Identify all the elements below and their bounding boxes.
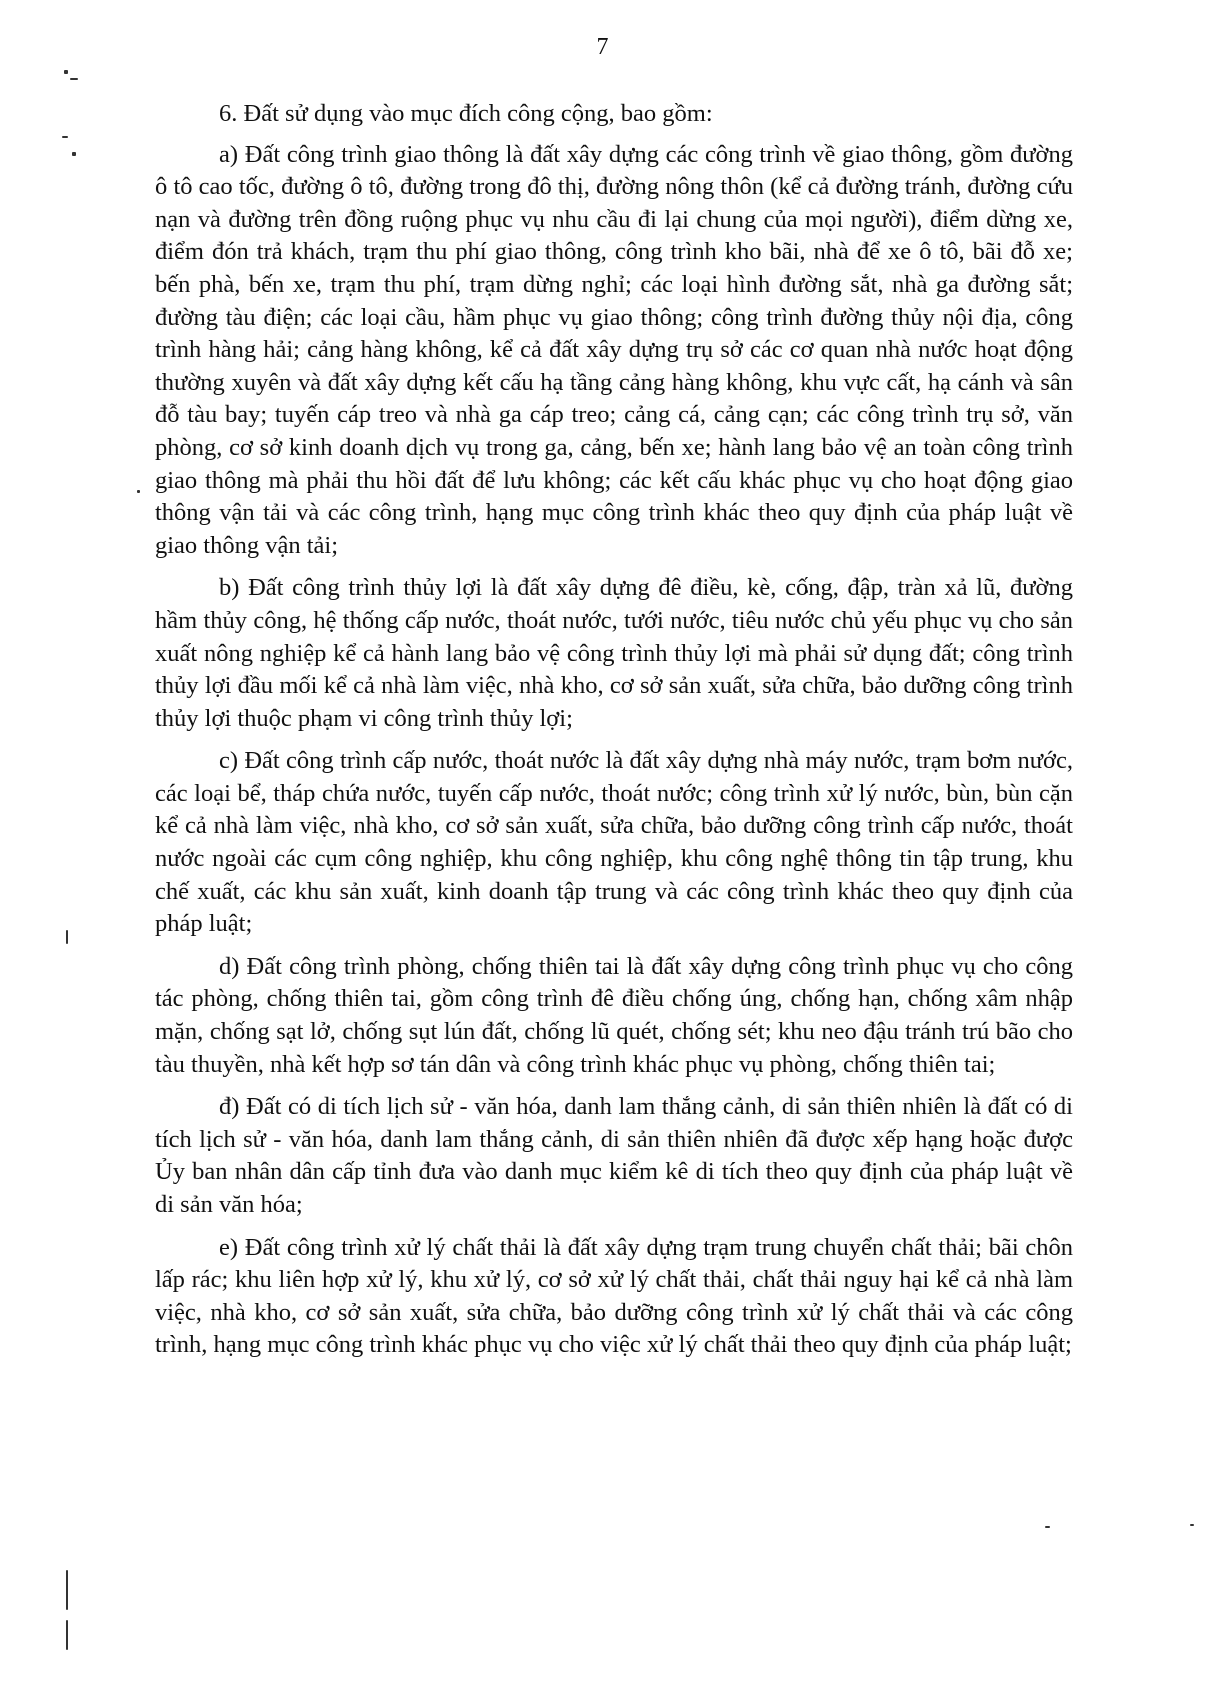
paragraph-dd: đ) Đất có di tích lịch sử - văn hóa, danh lam thắng cảnh, di sản thiên nhiên là đất có di tích lịch sử - văn hóa, danh lam thắng cảnh, di sản thiên nhiên đã được xếp hạng hoặc được Ủy ban nhân dân cấp tỉnh đưa vào danh mục kiểm kê di tích theo quy định của pháp luật về di sản văn hóa;	[155, 1093, 1073, 1218]
scan-speck	[66, 1570, 68, 1610]
scan-speck	[70, 78, 78, 80]
scan-speck	[137, 490, 140, 493]
paragraph-e: e) Đất công trình xử lý chất thải là đất xây dựng trạm trung chuyển chất thải; bãi chôn lấp rác; khu liên hợp xử lý, khu xử lý, cơ sở xử lý chất thải, chất thải nguy hại kể cả nhà làm việc, nhà kho, cơ sở sản xuất, sửa chữa, bảo dưỡng công trình xử lý chất thải và các công trình, hạng mục công trình khác phục vụ cho việc xử lý chất thải theo quy định của pháp luật;	[155, 1233, 1073, 1359]
paragraph-d: d) Đất công trình phòng, chống thiên tai là đất xây dựng công trình phục vụ cho công tác phòng, chống thiên tai, gồm công trình đê điều chống úng, chống hạn, chống xâm nhập mặn, chống sạt lở, chống sụt lún đất, chống lũ quét, chống sét; khu neo đậu tránh trú bão cho tàu thuyền, nhà kết hợp sơ tán dân và công trình khác phục vụ phòng, chống thiên tai;	[155, 952, 1073, 1078]
scan-speck	[72, 152, 76, 156]
scan-speck	[66, 1620, 68, 1650]
section-heading: 6. Đất sử dụng vào mục đích công cộng, bao gồm:	[219, 100, 713, 127]
paragraph-c: c) Đất công trình cấp nước, thoát nước là đất xây dựng nhà máy nước, trạm bơm nước, các loại bể, tháp chứa nước, tuyến cấp nước, thoát nước; công trình xử lý nước, bùn, bùn cặn kể cả nhà làm việc, nhà kho, cơ sở sản xuất, sửa chữa, bảo dưỡng công trình cấp nước, thoát nước ngoài các cụm công nghiệp, khu công nghiệp, khu công nghệ thông tin tập trung, khu chế xuất, các khu sản xuất, kinh doanh tập trung và các công trình khác theo quy định của pháp luật;	[155, 747, 1073, 938]
scan-speck	[1190, 1524, 1194, 1526]
paragraph-a: a) Đất công trình giao thông là đất xây dựng các công trình về giao thông, gồm đường ô tô cao tốc, đường ô tô, đường trong đô thị, đường nông thôn (kể cả đường tránh, đường cứu nạn và đường trên đồng ruộng phục vụ nhu cầu đi lại chung của mọi người), điểm dừng xe, điểm đón trả khách, trạm thu phí giao thông, công trình kho bãi, nhà để xe ô tô, bãi đỗ xe; bến phà, bến xe, trạm thu phí, trạm dừng nghỉ; các loại hình đường sắt, nhà ga đường sắt; đường tàu điện; các loại cầu, hầm phục vụ giao thông; công trình đường thủy nội địa, công trình hàng hải; cảng hàng không, kể cả đất xây dựng trụ sở các cơ quan nhà nước hoạt động thường xuyên và đất xây dựng kết cấu hạ tầng cảng hàng không, khu vực cất, hạ cánh và sân đỗ tàu bay; tuyến cáp treo và nhà ga cáp treo; cảng cá, cảng cạn; các công trình trụ sở, văn phòng, cơ sở kinh doanh dịch vụ trong ga, cảng, bến xe; hành lang bảo vệ an toàn công trình giao thông mà phải thu hồi đất để lưu không; các kết cấu khác phục vụ cho hoạt động giao thông vận tải và các công trình, hạng mục công trình khác theo quy định của pháp luật về giao thông vận tải;	[155, 140, 1073, 559]
scan-speck	[62, 136, 68, 138]
paragraph-b: b) Đất công trình thủy lợi là đất xây dựng đê điều, kè, cống, đập, tràn xả lũ, đường hầm thủy công, hệ thống cấp nước, thoát nước, tưới nước, tiêu nước chủ yếu phục vụ cho sản xuất nông nghiệp kể cả hành lang bảo vệ công trình thủy lợi mà phải sử dụng đất; công trình thủy lợi đầu mối kể cả nhà làm việc, nhà kho, cơ sở sản xuất, sửa chữa, bảo dưỡng công trình thủy lợi thuộc phạm vi công trình thủy lợi;	[155, 574, 1073, 732]
scan-speck	[64, 70, 68, 74]
document-body	[155, 98, 1073, 1372]
page-number: 7	[596, 34, 609, 60]
scan-speck	[66, 930, 68, 944]
scan-speck	[1045, 1526, 1050, 1528]
